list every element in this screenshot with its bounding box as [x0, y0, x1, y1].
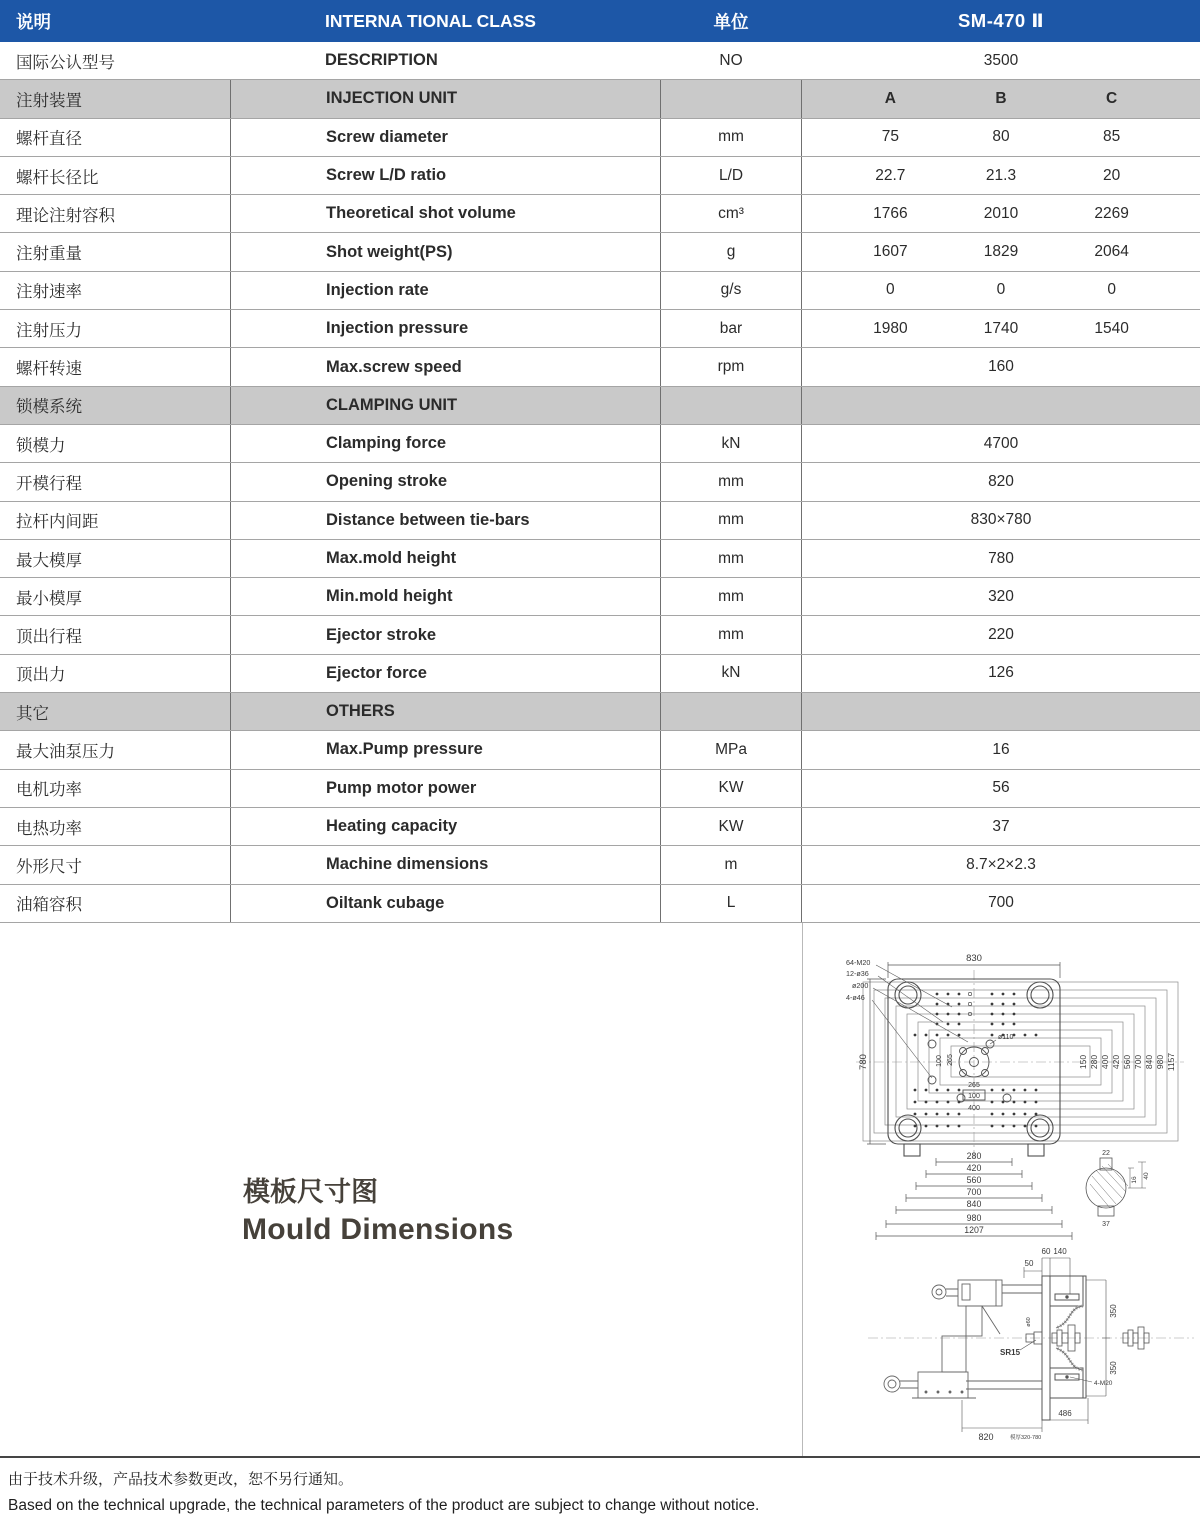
- label-en: DESCRIPTION: [325, 51, 438, 70]
- label-en: Max.screw speed: [230, 348, 660, 385]
- value: C: [1106, 89, 1118, 107]
- header-col-unit: 单位: [713, 11, 749, 32]
- label-cn: 最小模厚: [16, 589, 82, 608]
- svg-text:64-M20: 64-M20: [846, 958, 871, 967]
- svg-text:280: 280: [1089, 1054, 1099, 1070]
- label-cn: 理论注射容积: [16, 206, 115, 225]
- label-en: Injection pressure: [230, 310, 660, 347]
- label-en: Machine dimensions: [230, 846, 660, 883]
- unit: mm: [660, 616, 802, 653]
- value: 21.3: [985, 166, 1017, 184]
- value: 2064: [1094, 243, 1129, 261]
- values: [802, 195, 1200, 232]
- spec-row: [0, 42, 1200, 80]
- unit: g: [660, 233, 802, 270]
- value: 1980: [873, 319, 908, 337]
- section-row: [0, 80, 1200, 118]
- value: 780: [988, 549, 1014, 567]
- value: 1740: [983, 319, 1019, 337]
- platen-right-dims: [1078, 1053, 1176, 1072]
- label-en: CLAMPING UNIT: [230, 387, 660, 424]
- unit: KW: [660, 808, 802, 845]
- label-en: Theoretical shot volume: [230, 195, 660, 232]
- svg-text:4-M20: 4-M20: [1094, 1380, 1113, 1387]
- platen-and-mould: [1042, 1276, 1086, 1420]
- label-cn: 注射装置: [16, 91, 82, 110]
- platen-hole-notes: [846, 958, 870, 1002]
- svg-text:265: 265: [968, 1082, 980, 1089]
- svg-text:280: 280: [966, 1151, 982, 1161]
- unit: bar: [660, 310, 802, 347]
- unit: kN: [660, 425, 802, 462]
- spec-row: [0, 310, 1200, 348]
- svg-text:12-ø36: 12-ø36: [846, 969, 869, 978]
- svg-text:400: 400: [1100, 1054, 1110, 1070]
- svg-text:350: 350: [1109, 1361, 1118, 1375]
- spec-row: [0, 846, 1200, 884]
- value: 16: [992, 740, 1010, 758]
- header-col-description-cn: 说明: [16, 11, 51, 32]
- svg-text:ø200: ø200: [852, 981, 869, 990]
- value: 0: [886, 281, 895, 299]
- label-cn: 注射速率: [16, 283, 82, 302]
- value: 0: [1107, 281, 1116, 299]
- platen-drawing: [840, 932, 1200, 1267]
- table-header: [0, 0, 1200, 42]
- unit: NO: [719, 51, 743, 69]
- label-cn: 最大油泵压力: [16, 742, 115, 761]
- svg-text:700: 700: [966, 1187, 982, 1197]
- svg-text:140: 140: [1053, 1247, 1067, 1256]
- value: 85: [1103, 128, 1121, 146]
- label-cn: 注射压力: [16, 321, 82, 340]
- value: 220: [988, 626, 1014, 644]
- value: 1766: [873, 204, 908, 222]
- label-cn: 油箱容积: [16, 896, 82, 915]
- label-en: Distance between tie-bars: [230, 502, 660, 539]
- svg-text:980: 980: [1155, 1054, 1165, 1070]
- label-en: Shot weight(PS): [230, 233, 660, 270]
- svg-text:ø60: ø60: [1026, 1317, 1032, 1327]
- label-cn: 锁模力: [16, 436, 66, 455]
- spec-row: [0, 616, 1200, 654]
- value: 22.7: [875, 166, 906, 184]
- value: 8.7×2×2.3: [966, 855, 1036, 873]
- label-cn: 国际公认型号: [16, 53, 115, 72]
- spec-row: [0, 502, 1200, 540]
- unit: KW: [660, 770, 802, 807]
- value: [802, 693, 1200, 730]
- svg-text:840: 840: [966, 1199, 982, 1209]
- footer-note: [0, 1456, 1200, 1531]
- footer-note-cn: 由于技术升级，产品技术参数更改，恕不另行通知。: [8, 1471, 354, 1488]
- section-row: [0, 693, 1200, 731]
- spec-row: [0, 808, 1200, 846]
- mould-title-cn: 模板尺寸图: [243, 1177, 378, 1207]
- label-cn: 注射重量: [16, 245, 82, 264]
- label-en: Heating capacity: [230, 808, 660, 845]
- svg-text:350: 350: [1109, 1304, 1118, 1318]
- label-en: Injection rate: [230, 272, 660, 309]
- label-en: Ejector stroke: [230, 616, 660, 653]
- svg-text:22: 22: [1102, 1150, 1110, 1157]
- values: [802, 119, 1200, 156]
- spec-row: [0, 348, 1200, 386]
- svg-text:1207: 1207: [964, 1225, 984, 1235]
- value: [802, 387, 1200, 424]
- spec-row: [0, 463, 1200, 501]
- svg-text:150: 150: [1078, 1054, 1088, 1070]
- label-cn: 顶出力: [16, 666, 66, 685]
- spec-row: [0, 425, 1200, 463]
- header-model-name: SM-470 Ⅱ: [957, 10, 1045, 31]
- ring-detail-drawing: [1086, 1150, 1150, 1228]
- value: 830×780: [970, 511, 1032, 529]
- header-col-class: INTERNA TIONAL CLASS: [325, 10, 536, 31]
- label-cn: 拉杆内间距: [16, 513, 99, 532]
- label-en: Screw diameter: [230, 119, 660, 156]
- label-en: INJECTION UNIT: [230, 80, 660, 117]
- value: 3500: [983, 51, 1019, 69]
- label-en: Max.mold height: [230, 540, 660, 577]
- label-en: Opening stroke: [230, 463, 660, 500]
- label-en: OTHERS: [230, 693, 660, 730]
- value: 1829: [983, 243, 1019, 261]
- spec-table-body: [0, 42, 1200, 961]
- value: 160: [988, 358, 1014, 376]
- values: [802, 233, 1200, 270]
- spec-row: [0, 770, 1200, 808]
- label-cn: 电机功率: [16, 781, 82, 800]
- label-cn: 螺杆转速: [16, 360, 82, 379]
- unit: [660, 80, 802, 117]
- label-cn: 开模行程: [16, 474, 82, 493]
- spec-row: [0, 157, 1200, 195]
- svg-text:模厚320-780: 模厚320-780: [1010, 1435, 1042, 1441]
- svg-text:820: 820: [978, 1432, 994, 1442]
- value: 1540: [1094, 319, 1129, 337]
- unit: cm³: [660, 195, 802, 232]
- label-en: Clamping force: [230, 425, 660, 462]
- value: 0: [996, 281, 1006, 299]
- label-cn: 电热功率: [16, 819, 82, 838]
- value: 4700: [983, 434, 1019, 452]
- spec-row: [0, 885, 1200, 923]
- value: B: [995, 89, 1007, 107]
- svg-text:560: 560: [1122, 1054, 1132, 1070]
- unit: [660, 693, 802, 730]
- svg-text:560: 560: [966, 1175, 982, 1185]
- svg-text:265: 265: [947, 1054, 954, 1066]
- svg-text:400: 400: [968, 1105, 980, 1112]
- svg-text:100: 100: [936, 1055, 943, 1067]
- unit: mm: [660, 540, 802, 577]
- label-en: Ejector force: [230, 655, 660, 692]
- label-en: Screw L/D ratio: [230, 157, 660, 194]
- unit: kN: [660, 655, 802, 692]
- value: 37: [992, 817, 1010, 835]
- label-cn: 其它: [16, 704, 49, 723]
- unit: mm: [660, 578, 802, 615]
- svg-text:700: 700: [1133, 1054, 1143, 1070]
- unit: mm: [660, 502, 802, 539]
- svg-text:4-ø46: 4-ø46: [846, 993, 865, 1002]
- label-cn: 锁模系统: [16, 398, 82, 417]
- svg-text:16: 16: [1131, 1176, 1138, 1184]
- spec-row: [0, 731, 1200, 769]
- platen-bottom-dims: [964, 1151, 984, 1235]
- spec-row: [0, 233, 1200, 271]
- values: [802, 80, 1200, 117]
- label-en: Oiltank cubage: [230, 885, 660, 922]
- svg-text:60: 60: [1041, 1247, 1051, 1256]
- label-cn: 顶出行程: [16, 628, 82, 647]
- svg-text:780: 780: [858, 1054, 869, 1070]
- spec-row: [0, 195, 1200, 233]
- value: 2010: [983, 204, 1019, 222]
- svg-text:830: 830: [966, 953, 982, 964]
- spec-row: [0, 578, 1200, 616]
- machine-body: [884, 1280, 1042, 1398]
- svg-text:40: 40: [1143, 1172, 1150, 1180]
- svg-text:1157: 1157: [1166, 1052, 1176, 1072]
- side-dimension-lines: [962, 1258, 1110, 1432]
- footer-note-en: Based on the technical upgrade, the technical parameters of the product are subject to change without notice.: [8, 1497, 760, 1514]
- value: 20: [1103, 166, 1121, 184]
- value: 820: [988, 472, 1014, 490]
- label-en: Max.Pump pressure: [230, 731, 660, 768]
- value: 320: [988, 587, 1014, 605]
- unit: mm: [660, 463, 802, 500]
- values: [802, 310, 1200, 347]
- value: 75: [881, 128, 899, 146]
- unit: [660, 387, 802, 424]
- unit: mm: [660, 119, 802, 156]
- values: [802, 157, 1200, 194]
- spec-row: [0, 655, 1200, 693]
- svg-text:100: 100: [968, 1093, 980, 1100]
- unit: g/s: [660, 272, 802, 309]
- spec-row: [0, 119, 1200, 157]
- value: 700: [988, 894, 1014, 912]
- value: 56: [992, 779, 1010, 797]
- mould-dimensions-section: [0, 923, 1200, 1456]
- label-en: Pump motor power: [230, 770, 660, 807]
- svg-text:840: 840: [1144, 1054, 1154, 1070]
- value: 126: [988, 664, 1014, 682]
- unit: L: [660, 885, 802, 922]
- label-en: Min.mold height: [230, 578, 660, 615]
- spec-row: [0, 540, 1200, 578]
- svg-text:37: 37: [1102, 1221, 1110, 1228]
- value: 2269: [1094, 204, 1129, 222]
- svg-text:420: 420: [1111, 1054, 1121, 1070]
- label-cn: 外形尺寸: [16, 857, 82, 876]
- svg-text:980: 980: [966, 1213, 982, 1223]
- values: [802, 272, 1200, 309]
- unit: m: [660, 846, 802, 883]
- label-cn: 螺杆长径比: [16, 168, 99, 187]
- section-row: [0, 387, 1200, 425]
- label-cn: 螺杆直径: [16, 130, 82, 149]
- svg-text:ø110: ø110: [998, 1034, 1014, 1041]
- value: 80: [992, 128, 1010, 146]
- unit: MPa: [660, 731, 802, 768]
- svg-text:50: 50: [1024, 1259, 1034, 1268]
- column-divider: [802, 923, 803, 1456]
- unit: L/D: [660, 157, 802, 194]
- unit: rpm: [660, 348, 802, 385]
- svg-text:420: 420: [966, 1163, 982, 1173]
- svg-text:486: 486: [1058, 1409, 1072, 1418]
- label-cn: 最大模厚: [16, 551, 82, 570]
- value: A: [884, 89, 896, 107]
- spec-row: [0, 272, 1200, 310]
- value: 1607: [873, 243, 908, 261]
- platen-dim-labels: [858, 953, 982, 1070]
- svg-text:SR15: SR15: [1000, 1348, 1021, 1357]
- side-view-drawing: [858, 1238, 1200, 1456]
- mould-title-en: Mould Dimensions: [242, 1213, 514, 1246]
